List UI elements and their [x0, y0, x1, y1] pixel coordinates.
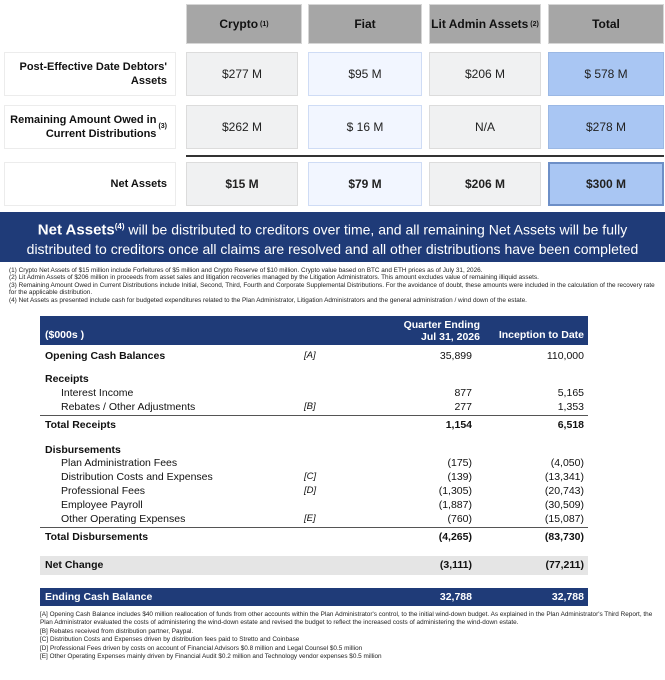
row-label: Plan Administration Fees — [61, 457, 178, 469]
row-label-text: Remaining Amount Owed in Current Distributions — [10, 114, 157, 140]
footnote-1: (1) Crypto Net Assets of $15 million include Forfeitures of $5 million and Crypto Reserve of $10 million. Crypto value based on BTC and ETH prices as of July 31, 2026. — [9, 267, 483, 274]
subtotal-divider — [186, 155, 664, 157]
table-row-net-change — [40, 559, 588, 573]
note-b: [B] Rebates received from distribution partner, Paypal. — [40, 627, 194, 635]
table-row — [40, 499, 588, 513]
row-label: Opening Cash Balances — [45, 350, 166, 362]
row-inception-value: 110,000 — [546, 350, 584, 362]
row-label: Rebates / Other Adjustments — [61, 401, 196, 413]
row-divider — [40, 527, 588, 528]
cell-fiat-owed: $ 16 M — [308, 105, 422, 149]
summary-footnotes — [9, 267, 659, 304]
row-label: Total Receipts — [45, 419, 116, 431]
column-header-total — [548, 4, 664, 44]
row-inception-value: 1,353 — [557, 401, 584, 413]
row-inception-value: (20,743) — [544, 485, 584, 497]
row-quarter-value: (3,111) — [439, 559, 472, 571]
footnote-2: (2) Lit Admin Assets of $206 million in proceeds from asset sales and litigation recoveries managed by the Litigation Administrators. This amount excludes value of remaining illiquid assets. — [9, 274, 539, 282]
row-quarter-value: 35,899 — [439, 350, 472, 362]
column-header-quarter — [404, 319, 480, 343]
row-label-post-effective-assets — [4, 52, 176, 96]
footnote-3: (3) Remaining Amount Owed in Current Distributions include Initial, Second, Third, Fourth and Corporate Supplemental Distributions. For the avoidance of doubt, these amounts were included in the calculation of the recovery rate for the applicable distribution. — [9, 281, 655, 297]
row-label: Distribution Costs and Expenses — [61, 471, 213, 483]
row-divider — [40, 415, 588, 416]
table-row — [40, 485, 588, 499]
cell-crypto-owed: $262 M — [186, 105, 298, 149]
table-row-total-disbursements — [40, 531, 588, 545]
row-label-text: Net Assets — [110, 178, 167, 190]
column-header-inception: Inception to Date — [498, 329, 584, 341]
row-quarter-value: (1,887) — [438, 499, 472, 511]
row-quarter-value: 1,154 — [445, 419, 472, 431]
table-row — [40, 457, 588, 471]
banner-strong-text: Net Assets — [37, 221, 115, 239]
column-header-label: Crypto — [219, 17, 259, 31]
row-label: Employee Payroll — [61, 499, 143, 511]
section-title-disbursements — [40, 444, 588, 458]
column-header-label: Total — [592, 17, 620, 31]
row-inception-value: (13,341) — [544, 471, 584, 483]
cell-lit-admin-net: $206 M — [429, 162, 541, 206]
row-quarter-value: 277 — [454, 401, 472, 413]
row-inception-value: 32,788 — [551, 591, 584, 603]
row-label-remaining-owed — [4, 105, 176, 149]
table-row — [40, 513, 588, 527]
cash-table-header — [40, 316, 588, 345]
row-inception-value: 6,518 — [557, 419, 584, 431]
row-ref: [C] — [304, 471, 317, 482]
column-header-quarter-line2: Jul 31, 2026 — [421, 331, 480, 343]
footnote-marker: (3) — [158, 123, 167, 130]
cell-crypto-net: $15 M — [186, 162, 298, 206]
cell-fiat-net: $79 M — [308, 162, 422, 206]
net-assets-banner — [0, 212, 665, 262]
row-label-net-assets — [4, 162, 176, 206]
cell-total-net: $300 M — [548, 162, 664, 206]
table-row — [40, 401, 588, 415]
footnote-marker: (4) — [114, 222, 125, 231]
row-quarter-value: (1,305) — [438, 485, 472, 497]
table-row — [40, 387, 588, 401]
cell-total-owed: $278 M — [548, 105, 664, 149]
cell-crypto-assets: $277 M — [186, 52, 298, 96]
row-inception-value: (15,087) — [544, 513, 584, 525]
footnote-4: (4) Net Assets as presented include cash for budgeted expenditures related to the Plan Administrator, Litigation Administrators and the general administration / wind down of the estate. — [9, 296, 527, 304]
row-quarter-value: (139) — [447, 471, 472, 483]
column-header-quarter-line1: Quarter Ending — [403, 319, 480, 331]
row-inception-value: (83,730) — [544, 531, 584, 543]
row-ref: [B] — [304, 401, 316, 412]
table-row — [40, 471, 588, 485]
row-inception-value: 5,165 — [557, 387, 584, 399]
column-header-crypto — [186, 4, 302, 44]
row-inception-value: (77,211) — [545, 559, 584, 571]
note-e: [E] Other Operating Expenses mainly driven by Financial Audit $0.2 million and Technology vendor expenses $0.5 million — [40, 653, 382, 661]
cell-lit-admin-assets: $206 M — [429, 52, 541, 96]
row-label: Ending Cash Balance — [45, 591, 153, 603]
cell-fiat-assets: $95 M — [308, 52, 422, 96]
row-label: Professional Fees — [61, 485, 146, 497]
unit-label: ($000s ) — [45, 329, 85, 341]
row-quarter-value: 877 — [454, 387, 472, 399]
row-label-text: Post-Effective Date Debtors' Assets — [19, 61, 167, 87]
row-ref: [E] — [304, 513, 316, 524]
row-ref: [D] — [304, 485, 317, 496]
column-header-lit-admin-assets — [429, 4, 541, 44]
row-label: Other Operating Expenses — [61, 513, 186, 525]
cell-lit-admin-owed: N/A — [429, 105, 541, 149]
row-quarter-value: (175) — [447, 457, 472, 469]
note-a: [A] Opening Cash Balance includes $40 million reallocation of funds from other accounts within the Plan Administrator's control, to the initial wind-down budget. As explained in the Plan Administrator's Third Report, the Plan Administrator evaluated the costs of administering the wind-down estate and revised the budget to reflect the increased costs of administering the wind-down estate. — [40, 611, 653, 627]
note-c: [C] Distribution Costs and Expenses driven by distribution fees paid to Stretto and Coinbase — [40, 636, 300, 644]
section-title: Receipts — [45, 373, 89, 385]
row-quarter-value: (760) — [447, 513, 472, 525]
row-quarter-value: 32,788 — [439, 591, 472, 603]
column-header-fiat — [308, 4, 422, 44]
row-quarter-value: (4,265) — [438, 531, 472, 543]
row-inception-value: (30,509) — [544, 499, 584, 511]
row-label: Interest Income — [61, 387, 134, 399]
footnote-marker: (1) — [260, 20, 269, 28]
table-row-total-receipts — [40, 419, 588, 433]
row-inception-value: (4,050) — [550, 457, 584, 469]
banner-text: will be distributed to creditors over time, and all remaining Net Assets will be fully distributed to creditors once all claims are resolved and all other distributions have been completed — [26, 221, 639, 257]
section-title-receipts — [40, 373, 588, 387]
footnote-marker: (2) — [530, 20, 539, 28]
note-d: [D] Professional Fees driven by costs on account of Financial Advisors $0.8 million and Legal Counsel $0.5 million — [40, 644, 363, 652]
net-assets-summary-table — [0, 0, 665, 210]
cell-total-assets: $ 578 M — [548, 52, 664, 96]
cash-table-notes — [40, 611, 660, 661]
row-label: Total Disbursements — [45, 531, 149, 543]
column-header-label: Lit Admin Assets — [431, 17, 529, 31]
table-row-opening — [40, 350, 588, 364]
section-title: Disbursements — [45, 444, 121, 456]
row-label: Net Change — [45, 559, 104, 571]
row-ref: [A] — [304, 350, 316, 361]
column-header-label: Fiat — [354, 17, 376, 31]
table-row-ending-balance — [40, 588, 588, 606]
